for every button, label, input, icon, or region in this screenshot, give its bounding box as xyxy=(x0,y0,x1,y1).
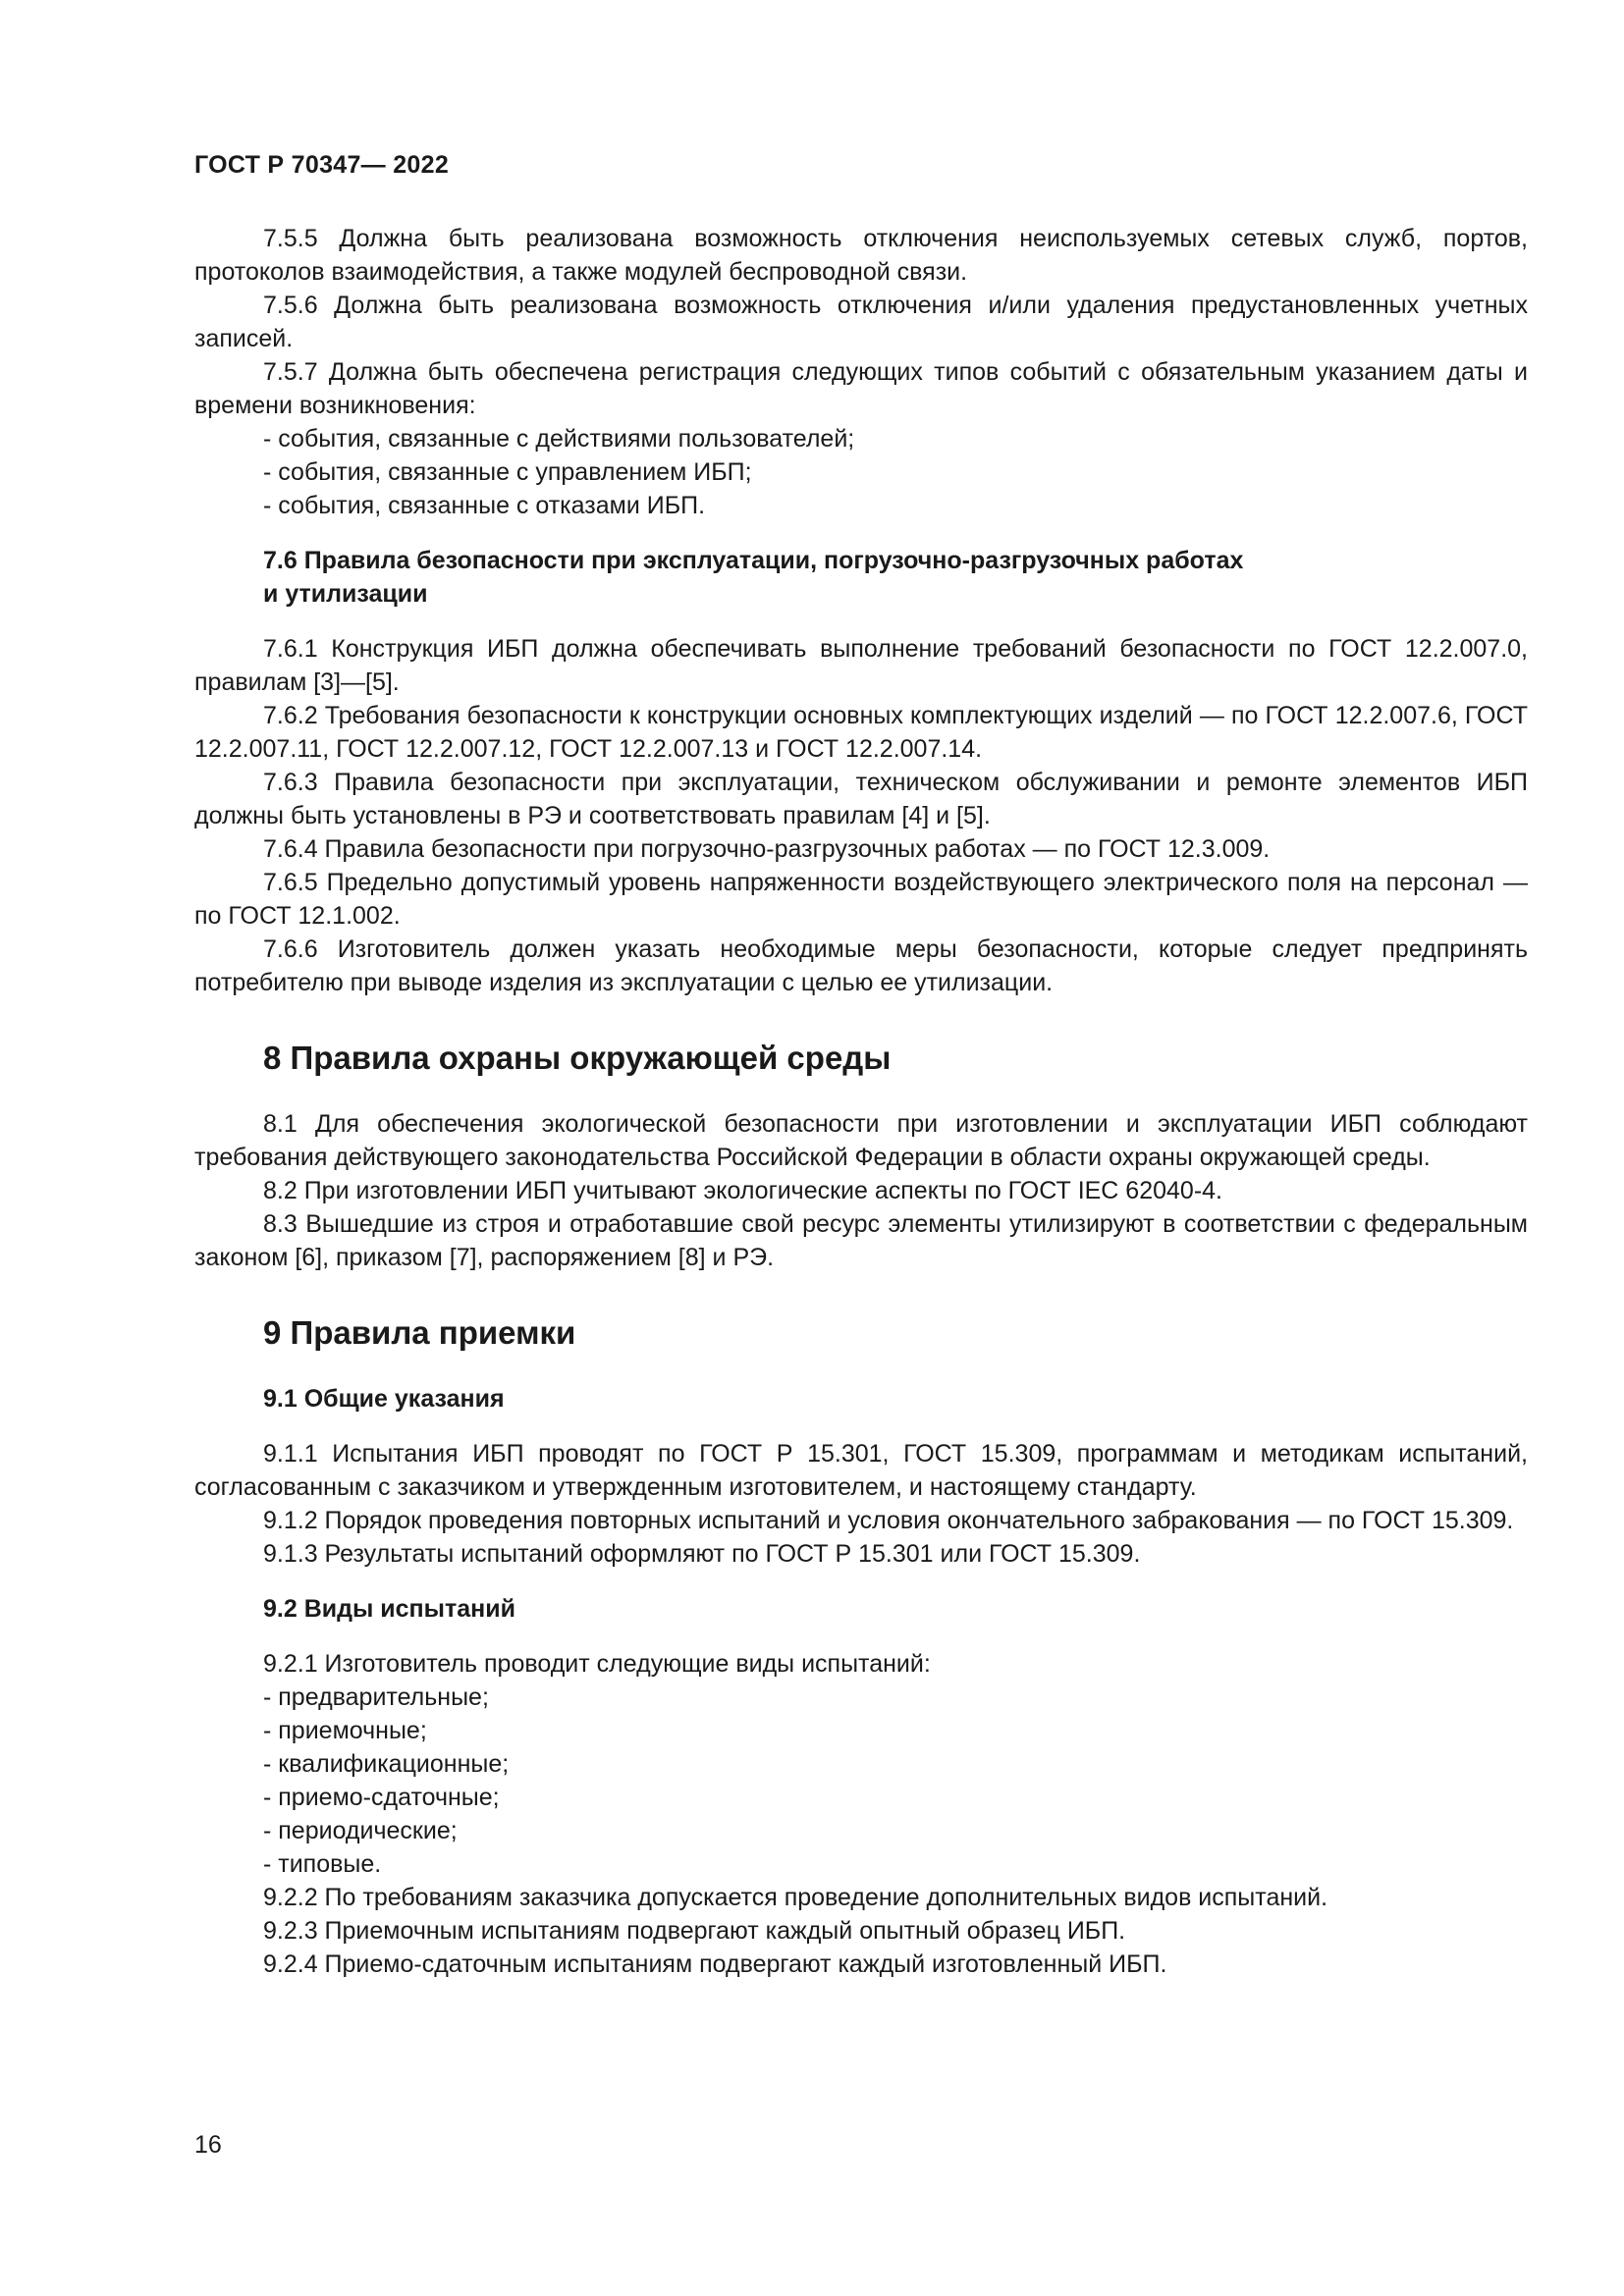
list-item: - приемочные; xyxy=(263,1717,427,1744)
paragraph-9-1-2: 9.1.2 Порядок проведения повторных испытаний и условия окончательного забракования — по ГОСТ 15.309. xyxy=(263,1507,1514,1534)
paragraph-7-6-6: 7.6.6 Изготовитель должен указать необходимые меры безопасности, которые следует предпринять потребителю при выводе изделия из эксплуатации с целью ее утилизации. xyxy=(194,935,1528,996)
paragraph-8-1: 8.1 Для обеспечения экологической безопасности при изготовлении и эксплуатации ИБП соблюдают требования действующего законодательства Российской Федерации в области охраны окружающей среды. xyxy=(194,1110,1528,1171)
subsection-7-6-title-line2: и утилизации xyxy=(263,580,428,608)
paragraph-9-2-3: 9.2.3 Приемочным испытаниям подвергают каждый опытный образец ИБП. xyxy=(263,1917,1126,1945)
paragraph-7-6-4: 7.6.4 Правила безопасности при погрузочно-разгрузочных работах — по ГОСТ 12.3.009. xyxy=(263,835,1271,863)
paragraph-9-1-1: 9.1.1 Испытания ИБП проводят по ГОСТ Р 15.301, ГОСТ 15.309, программам и методикам испытаний, согласованным с заказчиком и утвержденным изготовителем, и настоящему стандарту. xyxy=(194,1440,1528,1501)
paragraph-7-5-7: 7.5.7 Должна быть обеспечена регистрация следующих типов событий с обязательным указанием даты и времени возникновения: xyxy=(194,358,1528,419)
paragraph-7-6-5: 7.6.5 Предельно допустимый уровень напряженности воздействующего электрического поля на персонал — по ГОСТ 12.1.002. xyxy=(194,869,1528,930)
list-item: - события, связанные с действиями пользователей; xyxy=(263,425,855,453)
list-item: - события, связанные с отказами ИБП. xyxy=(263,492,706,519)
list-item: - квалификационные; xyxy=(263,1750,510,1778)
paragraph-9-2-2: 9.2.2 По требованиям заказчика допускается проведение дополнительных видов испытаний. xyxy=(263,1884,1328,1911)
section-9-title: 9 Правила приемки xyxy=(263,1314,576,1351)
document-body xyxy=(194,222,1528,1981)
paragraph-7-6-3: 7.6.3 Правила безопасности при эксплуатации, техническом обслуживании и ремонте элементов ИБП должны быть установлены в РЭ и соответствовать правилам [4] и [5]. xyxy=(194,769,1528,829)
paragraph-8-2: 8.2 При изготовлении ИБП учитывают экологические аспекты по ГОСТ IEC 62040-4. xyxy=(263,1177,1223,1204)
list-item: - события, связанные с управлением ИБП; xyxy=(263,458,752,486)
page-number: 16 xyxy=(194,2131,222,2159)
subsection-7-6-title-line1: 7.6 Правила безопасности при эксплуатации, погрузочно-разгрузочных работах xyxy=(263,547,1244,574)
paragraph-7-6-1: 7.6.1 Конструкция ИБП должна обеспечивать выполнение требований безопасности по ГОСТ 12.2.007.0, правилам [3]—[5]. xyxy=(194,635,1528,696)
paragraph-7-5-5: 7.5.5 Должна быть реализована возможность отключения неиспользуемых сетевых служб, портов, протоколов взаимодействия, а также модулей беспроводной связи. xyxy=(194,225,1528,286)
paragraph-9-2-4: 9.2.4 Приемо-сдаточным испытаниям подвергают каждый изготовленный ИБП. xyxy=(263,1950,1167,1978)
paragraph-9-1-3: 9.1.3 Результаты испытаний оформляют по ГОСТ Р 15.301 или ГОСТ 15.309. xyxy=(263,1540,1141,1568)
paragraph-7-5-6: 7.5.6 Должна быть реализована возможность отключения и/или удаления предустановленных учетных записей. xyxy=(194,292,1528,352)
section-8-title: 8 Правила охраны окружающей среды xyxy=(263,1040,892,1076)
list-item: - приемо-сдаточные; xyxy=(263,1784,500,1811)
paragraph-8-3: 8.3 Вышедшие из строя и отработавшие свой ресурс элементы утилизируют в соответствии с федеральным законом [6], приказом [7], распоряжением [8] и РЭ. xyxy=(194,1210,1528,1271)
subsection-9-1-title: 9.1 Общие указания xyxy=(263,1385,505,1413)
paragraph-7-6-2: 7.6.2 Требования безопасности к конструкции основных комплектующих изделий — по ГОСТ 12.2.007.6, ГОСТ 12.2.007.11, ГОСТ 12.2.007.12, ГОСТ 12.2.007.13 и ГОСТ 12.2.007.14. xyxy=(194,702,1528,763)
list-item: - типовые. xyxy=(263,1850,382,1878)
document-page xyxy=(194,0,1528,2296)
paragraph-9-2-1: 9.2.1 Изготовитель проводит следующие виды испытаний: xyxy=(263,1650,931,1678)
list-item: - предварительные; xyxy=(263,1683,489,1711)
document-header: ГОСТ Р 70347— 2022 xyxy=(194,151,450,179)
list-item: - периодические; xyxy=(263,1817,458,1844)
subsection-9-2-title: 9.2 Виды испытаний xyxy=(263,1595,515,1623)
